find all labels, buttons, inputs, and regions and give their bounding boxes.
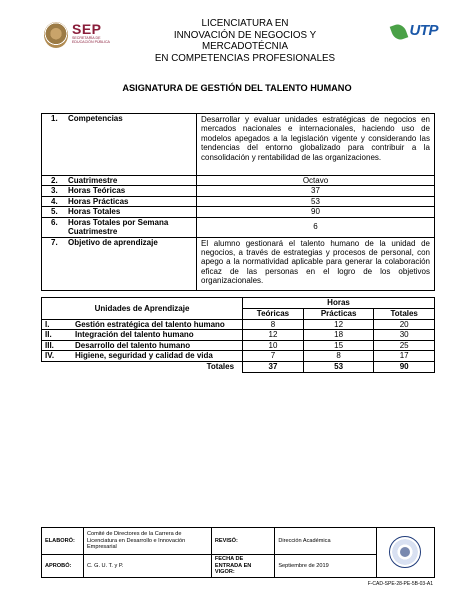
units-header: Unidades de Aprendizaje bbox=[42, 298, 243, 320]
approval-table bbox=[41, 527, 435, 578]
learning-units-table bbox=[41, 297, 435, 373]
header-title-line: EN COMPETENCIAS PROFESIONALES bbox=[154, 52, 336, 64]
info-label: 2. Cuatrimestre bbox=[42, 176, 197, 186]
sep-subtitle: SECRETARÍA DE EDUCACIÓN PÚBLICA bbox=[72, 36, 110, 44]
subject-info-table bbox=[41, 113, 435, 291]
table-row bbox=[42, 114, 435, 176]
unit-practice: 8 bbox=[303, 351, 374, 361]
unit-practice: 18 bbox=[303, 330, 374, 340]
sep-brand: SEP bbox=[72, 21, 102, 37]
unit-name: II. Integración del talento humano bbox=[42, 330, 243, 340]
fecha-label: FECHA DE ENTRADA EN VIGOR: bbox=[211, 555, 274, 578]
aprobo-value: C. G. U. T. y P. bbox=[83, 555, 211, 578]
utp-logo bbox=[392, 22, 438, 46]
hours-header: Horas bbox=[243, 298, 435, 309]
unit-total: 20 bbox=[374, 320, 435, 330]
info-value: 90 bbox=[197, 207, 435, 217]
reviso-label: REVISÓ: bbox=[211, 528, 274, 555]
totals-label: Totales bbox=[206, 362, 235, 372]
info-value: 53 bbox=[197, 196, 435, 206]
reviso-value: Dirección Académica bbox=[275, 528, 376, 555]
unit-practice: 12 bbox=[303, 320, 374, 330]
unit-total: 25 bbox=[374, 340, 435, 350]
info-value: 37 bbox=[197, 186, 435, 196]
info-value: Octavo bbox=[197, 176, 435, 186]
total-header: Totales bbox=[374, 309, 435, 320]
table-row bbox=[42, 237, 435, 290]
practice-header: Prácticas bbox=[303, 309, 374, 320]
document-code: F-CAD-SPE-28-PE-5B-03-A1 bbox=[367, 581, 433, 587]
unit-name: III. Desarrollo del talento humano bbox=[42, 340, 243, 350]
aprobo-label: APROBÓ: bbox=[42, 555, 84, 578]
header-title bbox=[130, 18, 360, 64]
table-row bbox=[42, 217, 435, 237]
leaf-icon bbox=[390, 22, 409, 42]
unit-total: 17 bbox=[374, 351, 435, 361]
table-row bbox=[42, 186, 435, 196]
seal-icon bbox=[389, 536, 421, 568]
unit-total: 30 bbox=[374, 330, 435, 340]
info-label: 6. Horas Totales por Semana Cuatrimestre bbox=[42, 217, 197, 237]
unit-name: I. Gestión estratégica del talento humano bbox=[42, 320, 243, 330]
info-label: 1. Competencias bbox=[42, 114, 197, 176]
unit-name: IV. Higiene, seguridad y calidad de vida bbox=[42, 351, 243, 361]
header-title-line: LICENCIATURA EN bbox=[201, 18, 289, 29]
table-row bbox=[42, 176, 435, 186]
unit-practice: 15 bbox=[303, 340, 374, 350]
theory-header: Teóricas bbox=[243, 309, 304, 320]
elaboro-value: Comité de Directores de la Carrera de Licenciatura en Desarrollo e Innovación Empresarial bbox=[83, 528, 211, 555]
totals-row bbox=[42, 361, 435, 372]
unit-theory: 8 bbox=[243, 320, 304, 330]
info-value: Desarrollar y evaluar unidades estratégicas de negocios en mercados nacionales e internacionales, haciendo uso de modelos apegados a la legislación vigente y considerando las tendencias del entorno globalizado para contribuir a la consolidación y rentabilidad de las organizaciones. bbox=[197, 114, 435, 176]
table-row bbox=[42, 207, 435, 217]
subject-title: ASIGNATURA DE GESTIÓN DEL TALENTO HUMANO bbox=[122, 83, 352, 93]
info-label: 4. Horas Prácticas bbox=[42, 196, 197, 206]
table-row bbox=[42, 196, 435, 206]
fecha-value: Septiembre de 2019 bbox=[275, 555, 376, 578]
info-value: 6 bbox=[197, 217, 435, 237]
table-header-row bbox=[42, 298, 435, 309]
totals-practice: 53 bbox=[303, 361, 374, 372]
totals-total: 90 bbox=[374, 361, 435, 372]
table-row bbox=[42, 320, 435, 330]
sep-logo bbox=[44, 22, 130, 50]
info-label: 5. Horas Totales bbox=[42, 207, 197, 217]
elaboro-label: ELABORÓ: bbox=[42, 528, 84, 555]
info-value: El alumno gestionará el talento humano de la unidad de negocios, a través de estrategias y procesos de personal, con apego a la normatividad aplicable para generar la colaboración eficaz de las personas en el logro de los objetivos organizacionales. bbox=[197, 237, 435, 290]
info-label: 3. Horas Teóricas bbox=[42, 186, 197, 196]
unit-theory: 7 bbox=[243, 351, 304, 361]
university-seal bbox=[376, 528, 434, 578]
info-label: 7. Objetivo de aprendizaje bbox=[42, 237, 197, 290]
header-title-line: INNOVACIÓN DE NEGOCIOS Y MERCADOTÉCNIA bbox=[173, 29, 317, 52]
table-row bbox=[42, 340, 435, 350]
table-row bbox=[42, 528, 435, 555]
utp-brand: UTP bbox=[409, 22, 438, 39]
unit-theory: 10 bbox=[243, 340, 304, 350]
table-row bbox=[42, 555, 435, 578]
totals-theory: 37 bbox=[243, 361, 304, 372]
unit-theory: 12 bbox=[243, 330, 304, 340]
table-row bbox=[42, 330, 435, 340]
table-row bbox=[42, 351, 435, 361]
sep-seal-icon bbox=[44, 22, 68, 48]
